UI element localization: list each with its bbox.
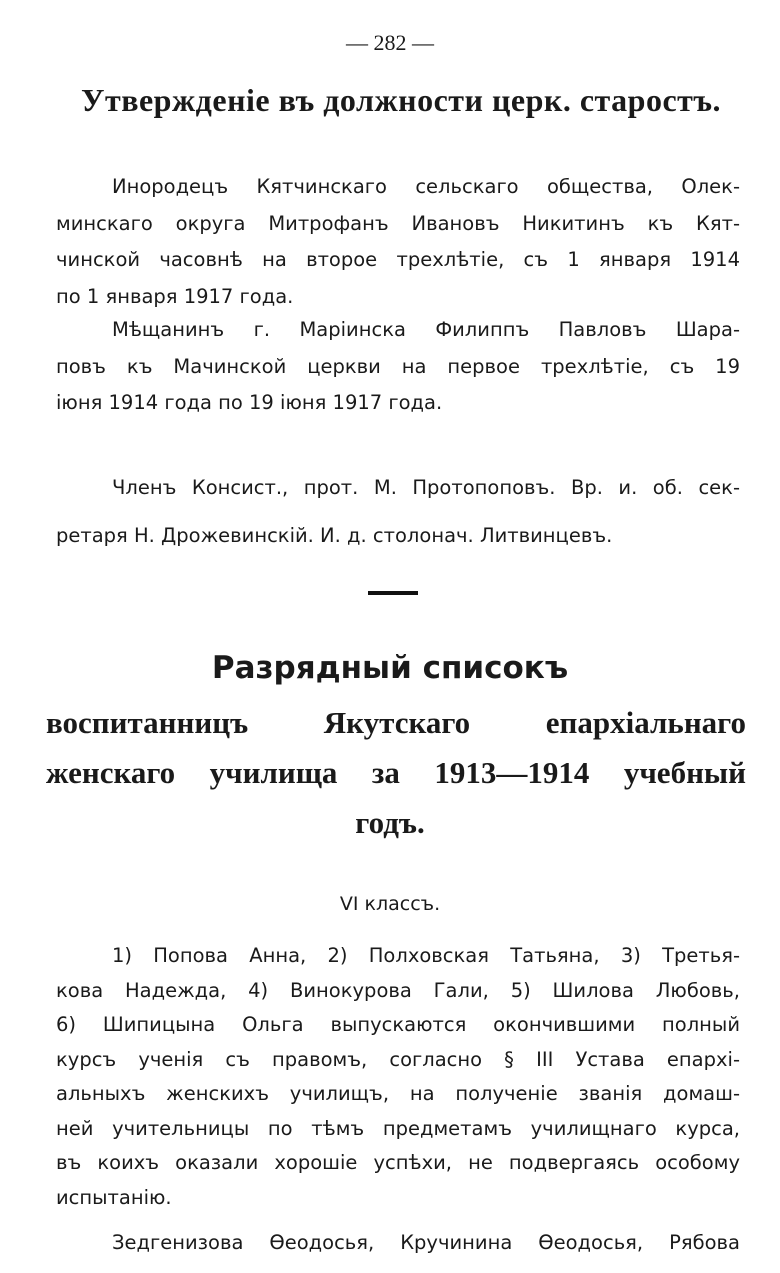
text-line: Мѣщанинъ г. Маріинска Филиппъ Павловъ Шара- [112, 318, 740, 341]
signature-block [56, 464, 740, 560]
section-divider [368, 591, 418, 595]
text-line: минскаго округа Митрофанъ Ивановъ Никитинъ къ Кят- [56, 211, 740, 235]
heading-rank-list-line2: воспитанницъ Якутскаго епархіальнаго [46, 705, 746, 740]
heading-rank-list-line3: женскаго училища за 1913—1914 учебный [46, 755, 746, 790]
paragraph-graduates [56, 939, 740, 1215]
text-line: испытанію. [56, 1185, 172, 1209]
text-line: повъ къ Мачинской церкви на первое трехлѣтіе, съ 19 [56, 354, 740, 378]
heading-rank-list-line4: годъ. [355, 805, 425, 840]
paragraph-others [56, 1225, 740, 1262]
text-line: Зедгенизова Өеодосья, Кручинина Өеодосья, Рябова [112, 1231, 740, 1254]
text-line: кова Надежда, 4) Винокурова Гали, 5) Шилова Любовь, [56, 978, 740, 1002]
class-label: VI классъ. [339, 893, 441, 915]
text-line: ней учительницы по тѣмъ предметамъ училищнаго курса, [56, 1116, 740, 1140]
text-line: по 1 января 1917 года. [56, 284, 294, 308]
text-line: въ коихъ оказали хорошіе успѣхи, не подвергаясь особому [56, 1151, 740, 1174]
paragraph-sharapov [56, 312, 740, 422]
text-line: 6) Шипицына Ольга выпускаются окончившими полный [56, 1013, 740, 1036]
text-line: іюня 1914 года по 19 іюня 1917 года. [56, 391, 443, 414]
section-heading-church-wardens: Утвержденіе въ должности церк. старостъ. [80, 82, 722, 118]
text-line: чинской часовнѣ на второе трехлѣтіе, съ 1 января 1914 [56, 248, 740, 271]
heading-rank-list: Разрядный списокъ [211, 650, 569, 686]
paragraph-nikitin [56, 169, 740, 315]
page-number: — 282 — [346, 30, 434, 55]
text-line: Инородецъ Кятчинскаго сельскаго общества, Олек- [112, 175, 740, 198]
text-line: курсъ ученія съ правомъ, согласно § III Устава епархі- [56, 1047, 740, 1071]
text-line: альныхъ женскихъ училищъ, на полученіе званія домаш- [56, 1082, 740, 1105]
text-line: ретаря Н. Дрожевинскій. И. д. столонач. Литвинцевъ. [56, 524, 613, 547]
text-line: 1) Попова Анна, 2) Полховская Татьяна, 3) Третья- [112, 944, 740, 967]
text-line: Членъ Консист., прот. М. Протопоповъ. Вр. и. об. сек- [112, 476, 740, 499]
